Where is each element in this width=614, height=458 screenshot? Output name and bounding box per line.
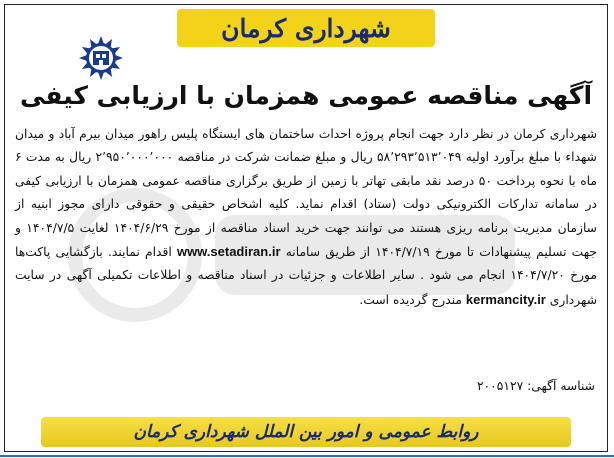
notice-body-part2: اقدام نمایند. بازگشایی پاکت‌ها مورخ ۱۴۰۴/۷/۲۰ انجام می شود . سایر اطلاعات و جزئیات در اسناد مناقصه و اطلاعات تکمیلی آگهی در سایت شهرداری: [15, 245, 597, 307]
header-banner: [177, 9, 435, 47]
notice-body-part1: شهرداری کرمان در نظر دارد جهت انجام پروژه احداث ساختمان های ایستگاه پلیس راهور میدان بیرم آباد و میدان شهداء با مبلغ برآورد اولیه ۵۸٬۲۹۳٬۵۱۳٬۰۴۹ ریال و مبلغ ضمانت شرکت در مناقصه ۲٬۹۵۰٬۰۰۰٬۰۰۰ ریال به مدت ۶ ماه با نحوه پرداخت ۵۰ درصد نقد مابقی تهاتر با زمین از طریق برگزاری مناقصه عمومی همزمان با ارزیابی کیفی در سامانه تدارکات الکترونیکی دولت (ستاد) اقدام نماید. کلیه اشخاص حقیقی و حقوقی دارای مجوز ابنیه از سازمان مدیریت برنامه ریزی هستند می توانند جهت خرید اسناد مناقصه از مورخ ۱۴۰۴/۶/۲۹ لغایت ۱۴۰۴/۷/۵ و جهت تسلیم پیشنهادات تا مورخ ۱۴۰۴/۷/۱۹ از طریق سامانه: [15, 127, 598, 260]
notice-body: [15, 123, 597, 312]
city-website-link[interactable]: kermancity.ir: [465, 291, 546, 307]
setad-website-link[interactable]: www.setadiran.ir: [176, 244, 281, 260]
notice-code-label: شناسه آگهی:: [527, 379, 595, 393]
municipality-name: شهرداری کرمان: [221, 13, 391, 43]
footer-department: روابط عمومی و امور بین الملل شهرداری کرمان: [133, 422, 479, 442]
bottom-rule: [0, 455, 614, 457]
notice-code-value: ۲۰۰۵۱۲۷: [476, 379, 524, 393]
notice-code: [477, 379, 595, 393]
notice-title: آگهی مناقصه عمومی همزمان با ارزیابی کیفی: [19, 81, 593, 110]
municipality-emblem-icon: [78, 35, 124, 81]
notice-body-part3: مندرج گردیده است.: [359, 292, 462, 307]
footer-banner: [41, 417, 571, 447]
notice-frame: [4, 4, 608, 452]
